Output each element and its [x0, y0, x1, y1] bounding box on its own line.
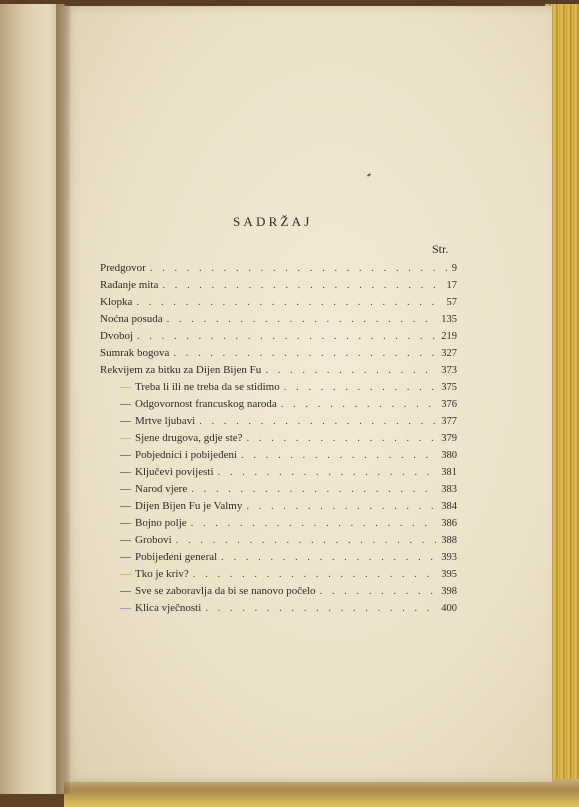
toc-subentry-label: Klica vječnosti: [135, 602, 202, 614]
leader-dots: [167, 313, 438, 325]
subentry-dash: —: [120, 551, 131, 563]
toc-subentry: [120, 398, 457, 414]
leader-dots: [284, 381, 438, 393]
toc-subentry-label: Pobjednici i pobijeđeni: [135, 449, 238, 461]
toc-entry: [100, 262, 457, 278]
subentry-dash: —: [120, 483, 131, 495]
toc-entry-label: Sumrak bogova: [100, 347, 170, 359]
toc-entry-page: 219: [441, 331, 457, 342]
toc-subentry-label: Mrtve ljubavi: [135, 415, 196, 427]
toc-subentry: [120, 517, 457, 533]
toc-subentry: [120, 568, 457, 584]
leader-dots: [173, 347, 437, 359]
toc-subentry-label: Sjene drugova, gdje ste?: [135, 432, 243, 444]
toc-subentry-page: 383: [441, 484, 457, 495]
toc-subentry: [120, 466, 457, 482]
leader-dots: [221, 551, 437, 563]
toc-subentry-page: 400: [441, 603, 457, 614]
page-column-label: Str.: [432, 242, 449, 256]
toc-subentry-label: Pobijeđeni general: [135, 551, 218, 563]
subentry-dash: —: [120, 534, 131, 546]
leader-dots: [205, 602, 437, 614]
toc-subentry-page: 380: [441, 450, 457, 461]
toc-subentry-label: Sve se zaboravlja da bi se nanovo počelo: [135, 585, 316, 597]
toc-subentry: [120, 449, 457, 465]
toc-subentry-label: Ključevi povijesti: [135, 466, 214, 478]
toc-entry-label: Predgovor: [100, 262, 146, 274]
toc-subentry: [120, 432, 457, 448]
toc-entry-label: Rađanje mita: [100, 279, 159, 291]
toc-subentry-page: 379: [441, 433, 457, 444]
leader-dots: [265, 364, 437, 376]
toc-subentry-page: 375: [441, 382, 457, 393]
toc-subentry-label: Tko je kriv?: [135, 568, 189, 580]
toc-entry: [100, 313, 457, 329]
toc-subentry-page: 384: [441, 501, 457, 512]
toc-subentry-page: 393: [441, 552, 457, 563]
leader-dots: [193, 568, 437, 580]
toc-entry-page: 17: [446, 280, 457, 291]
subentry-dash: —: [120, 568, 131, 580]
toc-subentry-label: Odgovornost francuskog naroda: [135, 398, 277, 410]
leader-dots: [191, 483, 437, 495]
leader-dots: [191, 517, 438, 529]
leader-dots: [241, 449, 437, 461]
leader-dots: [246, 500, 437, 512]
leader-dots: [137, 330, 437, 342]
subentry-dash: —: [120, 432, 131, 444]
toc-entry-page: 327: [441, 348, 457, 359]
toc-subentry: [120, 602, 457, 618]
bottom-page-edge: [64, 779, 579, 807]
toc-title: SADRŽAJ: [233, 214, 313, 229]
toc-subentry-page: 395: [441, 569, 457, 580]
subentry-dash: —: [120, 381, 131, 393]
leader-dots: [218, 466, 438, 478]
toc-subentry: [120, 551, 457, 567]
toc-subentry-page: 386: [441, 518, 457, 529]
leader-dots: [136, 296, 442, 308]
toc-entry-label: Noćna posuda: [100, 313, 163, 325]
leader-dots: [247, 432, 438, 444]
toc-entry: [100, 279, 457, 295]
subentry-dash: —: [120, 415, 131, 427]
subentry-dash: —: [120, 585, 131, 597]
toc-subentry-page: 388: [441, 535, 457, 546]
subentry-dash: —: [120, 466, 131, 478]
toc-subentry-page: 376: [441, 399, 457, 410]
subentry-dash: —: [120, 500, 131, 512]
leader-dots: [199, 415, 437, 427]
toc-subentry-page: 381: [441, 467, 457, 478]
toc-subentry-label: Grobovi: [135, 534, 172, 546]
leader-dots: [320, 585, 438, 597]
toc-subentry-label: Dijen Bijen Fu je Valmy: [135, 500, 243, 512]
toc-entry-label: Klopka: [100, 296, 133, 308]
toc-entry: [100, 347, 457, 363]
toc-subentry-label: Treba li ili ne treba da se stidimo: [135, 381, 280, 393]
toc-subentry: [120, 415, 457, 431]
toc-entry-page: 135: [441, 314, 457, 325]
toc-subentry: [120, 381, 457, 397]
toc-entry-label: Rekvijem za bitku za Dijen Bijen Fu: [100, 364, 262, 376]
toc-subentry-label: Bojno polje: [135, 517, 187, 529]
toc-subentry: [120, 534, 457, 550]
leader-dots: [150, 262, 448, 274]
toc-entry: [100, 296, 457, 312]
toc-subentry: [120, 585, 457, 601]
subentry-dash: —: [120, 517, 131, 529]
subentry-dash: —: [120, 602, 131, 614]
toc-entry: [100, 364, 457, 380]
subentry-dash: —: [120, 449, 131, 461]
leader-dots: [281, 398, 438, 410]
book-gutter: [56, 4, 70, 794]
toc-subentry-page: 377: [441, 416, 457, 427]
toc-subentry-page: 398: [441, 586, 457, 597]
subentry-dash: —: [120, 398, 131, 410]
toc-subentry: [120, 500, 457, 516]
toc-subentry: [120, 483, 457, 499]
leader-dots: [176, 534, 438, 546]
toc-entry-page: 57: [446, 297, 457, 308]
toc-entry-label: Dvoboj: [100, 330, 133, 342]
toc-entry-page: 9: [451, 263, 457, 274]
toc-subentry-label: Narod vjere: [135, 483, 188, 495]
toc-entry-page: 373: [441, 365, 457, 376]
leader-dots: [162, 279, 442, 291]
toc-entry: [100, 330, 457, 346]
